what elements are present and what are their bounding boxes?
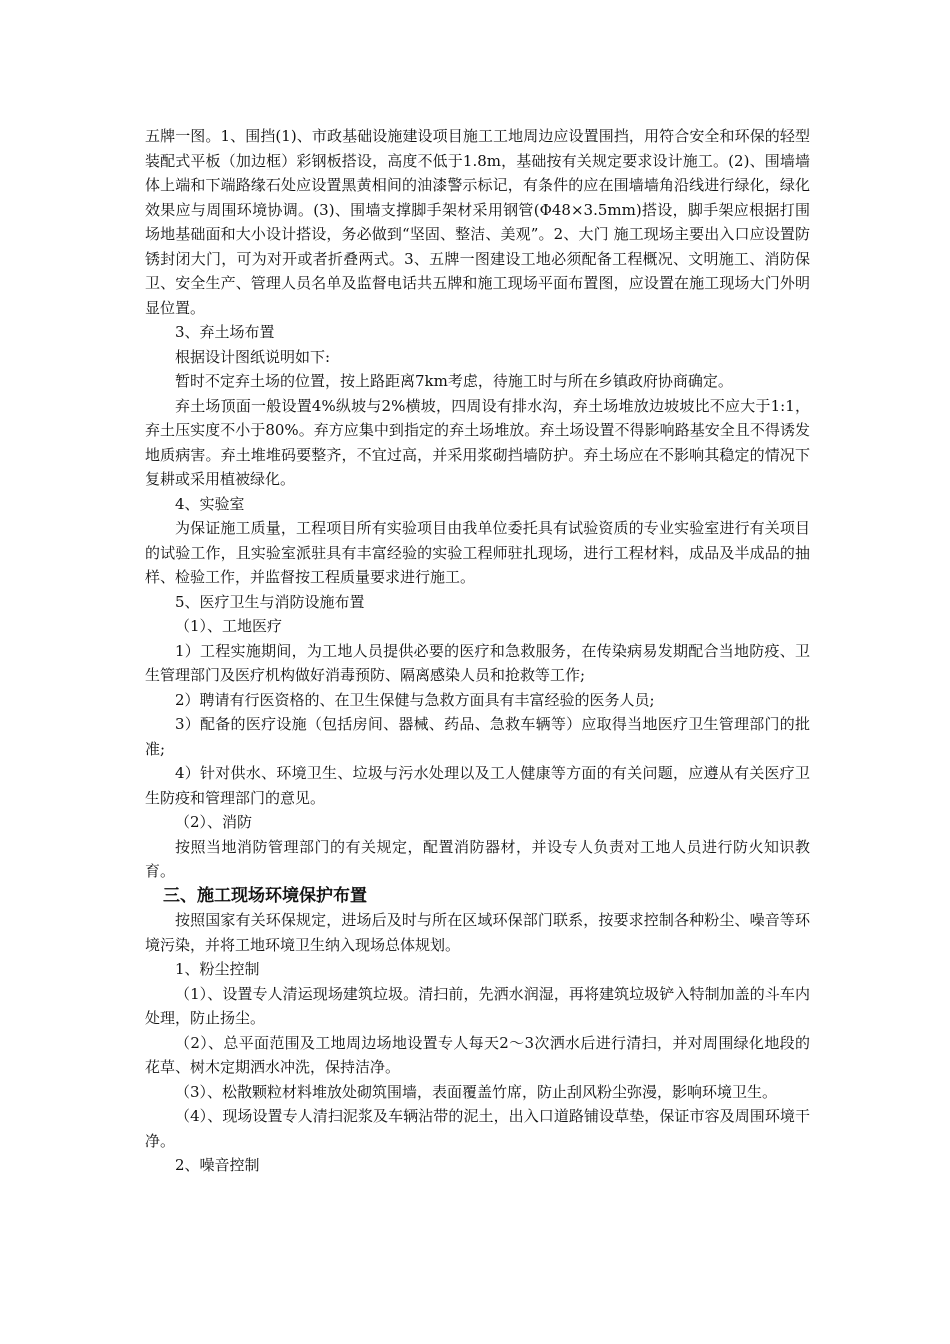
paragraph-design-note: 根据设计图纸说明如下: [175, 347, 331, 366]
heading-noise-control: 2、噪音控制 [175, 1156, 260, 1174]
list-item-medical-3: 3）配备的医疗设施（包括房间、器械、药品、急救车辆等）应取得当地医疗卫生管理部门的批准; [145, 715, 810, 758]
heading-dust-control: 1、粉尘控制 [175, 960, 260, 978]
list-item-dust-2: （2）、总平面范围及工地周边场地设置专人每天2～3次洒水后进行清扫，并对周围绿化地段的花草、树木定期洒水冲洗，保持洁净。 [145, 1033, 810, 1076]
subheading-site-medical: （1）、工地医疗 [175, 617, 283, 635]
list-item-medical-1: 1）工程实施期间，为工地人员提供必要的医疗和急救服务，在传染病易发期配合当地防疫、卫生管理部门及医疗机构做好消毒预防、隔离感染人员和抢救等工作; [145, 641, 810, 684]
paragraph-environment-intro: 按照国家有关环保规定，进场后及时与所在区域环保部门联系，按要求控制各种粉尘、噪音等环境污染，并将工地环境卫生纳入现场总体规划。 [145, 911, 810, 954]
list-item-dust-3: （3）、松散颗粒材料堆放处砌筑围墙，表面覆盖竹席，防止刮风粉尘弥漫，影响环境卫生。 [175, 1082, 778, 1101]
paragraph-spoil-location: 暂时不定弃土场的位置，按上路距离7km考虑，待施工时与所在乡镇政府协商确定。 [175, 372, 733, 390]
paragraph-laboratory: 为保证施工质量，工程项目所有实验项目由我单位委托具有试验资质的专业实验室进行有关项目的试验工作，且实验室派驻具有丰富经验的实验工程师驻扎现场，进行工程材料，成品及半成品的抽样、检验工作，并监督按工程质量要求进行施工。 [145, 519, 810, 586]
subheading-fire-protection: （2）、消防 [175, 813, 253, 831]
list-item-medical-4: 4）针对供水、环境卫生、垃圾与污水处理以及工人健康等方面的有关问题，应遵从有关医疗卫生防疫和管理部门的意见。 [145, 764, 810, 807]
section-heading-environment: 三、施工现场环境保护布置 [163, 885, 367, 906]
heading-medical-fire: 5、医疗卫生与消防设施布置 [175, 592, 365, 611]
paragraph-spoil-slope: 弃土场顶面一般设置4%纵坡与2%横坡，四周设有排水沟，弃土场堆放边坡坡比不应大于1:1，弃土压实度不小于80%。弃方应集中到指定的弃土场堆放。弃土场设置不得影响路基安全且不得诱发地质病害。弃土堆堆码要整齐，不宜过高，并采用浆砌挡墙防护。弃土场应在不影响其稳定的情况下复耕或采用植被绿化。 [145, 396, 810, 488]
heading-laboratory: 4、实验室 [175, 494, 245, 513]
heading-spoil-ground: 3、弃土场布置 [175, 323, 275, 341]
list-item-dust-4: （4）、现场设置专人清扫泥浆及车辆沾带的泥土，出入口道路铺设草垫，保证市容及周围环境干净。 [145, 1107, 810, 1150]
list-item-dust-1: （1）、设置专人清运现场建筑垃圾。清扫前，先洒水润湿，再将建筑垃圾铲入特制加盖的斗车内处理，防止扬尘。 [145, 984, 810, 1027]
list-item-medical-2: 2）聘请有行医资格的、在卫生保健与急救方面具有丰富经验的医务人员; [175, 690, 655, 709]
paragraph-five-signs-one-map: 五牌一图。1、围挡(1)、市政基础设施建设项目施工工地周边应设置围挡，用符合安全和环保的轻型装配式平板（加边框）彩钢板搭设，高度不低于1.8m，基础按有关规定要求设计施工。(2)、围墙墙体上端和下端路缘石处应设置黑黄相间的油漆警示标记，有条件的应在围墙墙角沿线进行绿化，绿化效果应与周围环境协调。(3)、围墙支撑脚手架材采用钢管(Φ48×3.5mm)搭设，脚手架应根据打围场地基础面和大小设计搭设，务必做到“坚固、整洁、美观”。2、大门 施工现场主要出入口应设置防锈封闭大门，可为对开或者折叠两式。3、五牌一图建设工地必须配备工程概况、文明施工、消防保卫、安全生产、管理人员名单及监督电话共五牌和施工现场平面布置图，应设置在施工现场大门外明显位置。 [145, 127, 810, 317]
paragraph-fire-protection: 按照当地消防管理部门的有关规定，配置消防器材，并设专人负责对工地人员进行防火知识教育。 [145, 837, 810, 880]
document-page [145, 124, 810, 1178]
